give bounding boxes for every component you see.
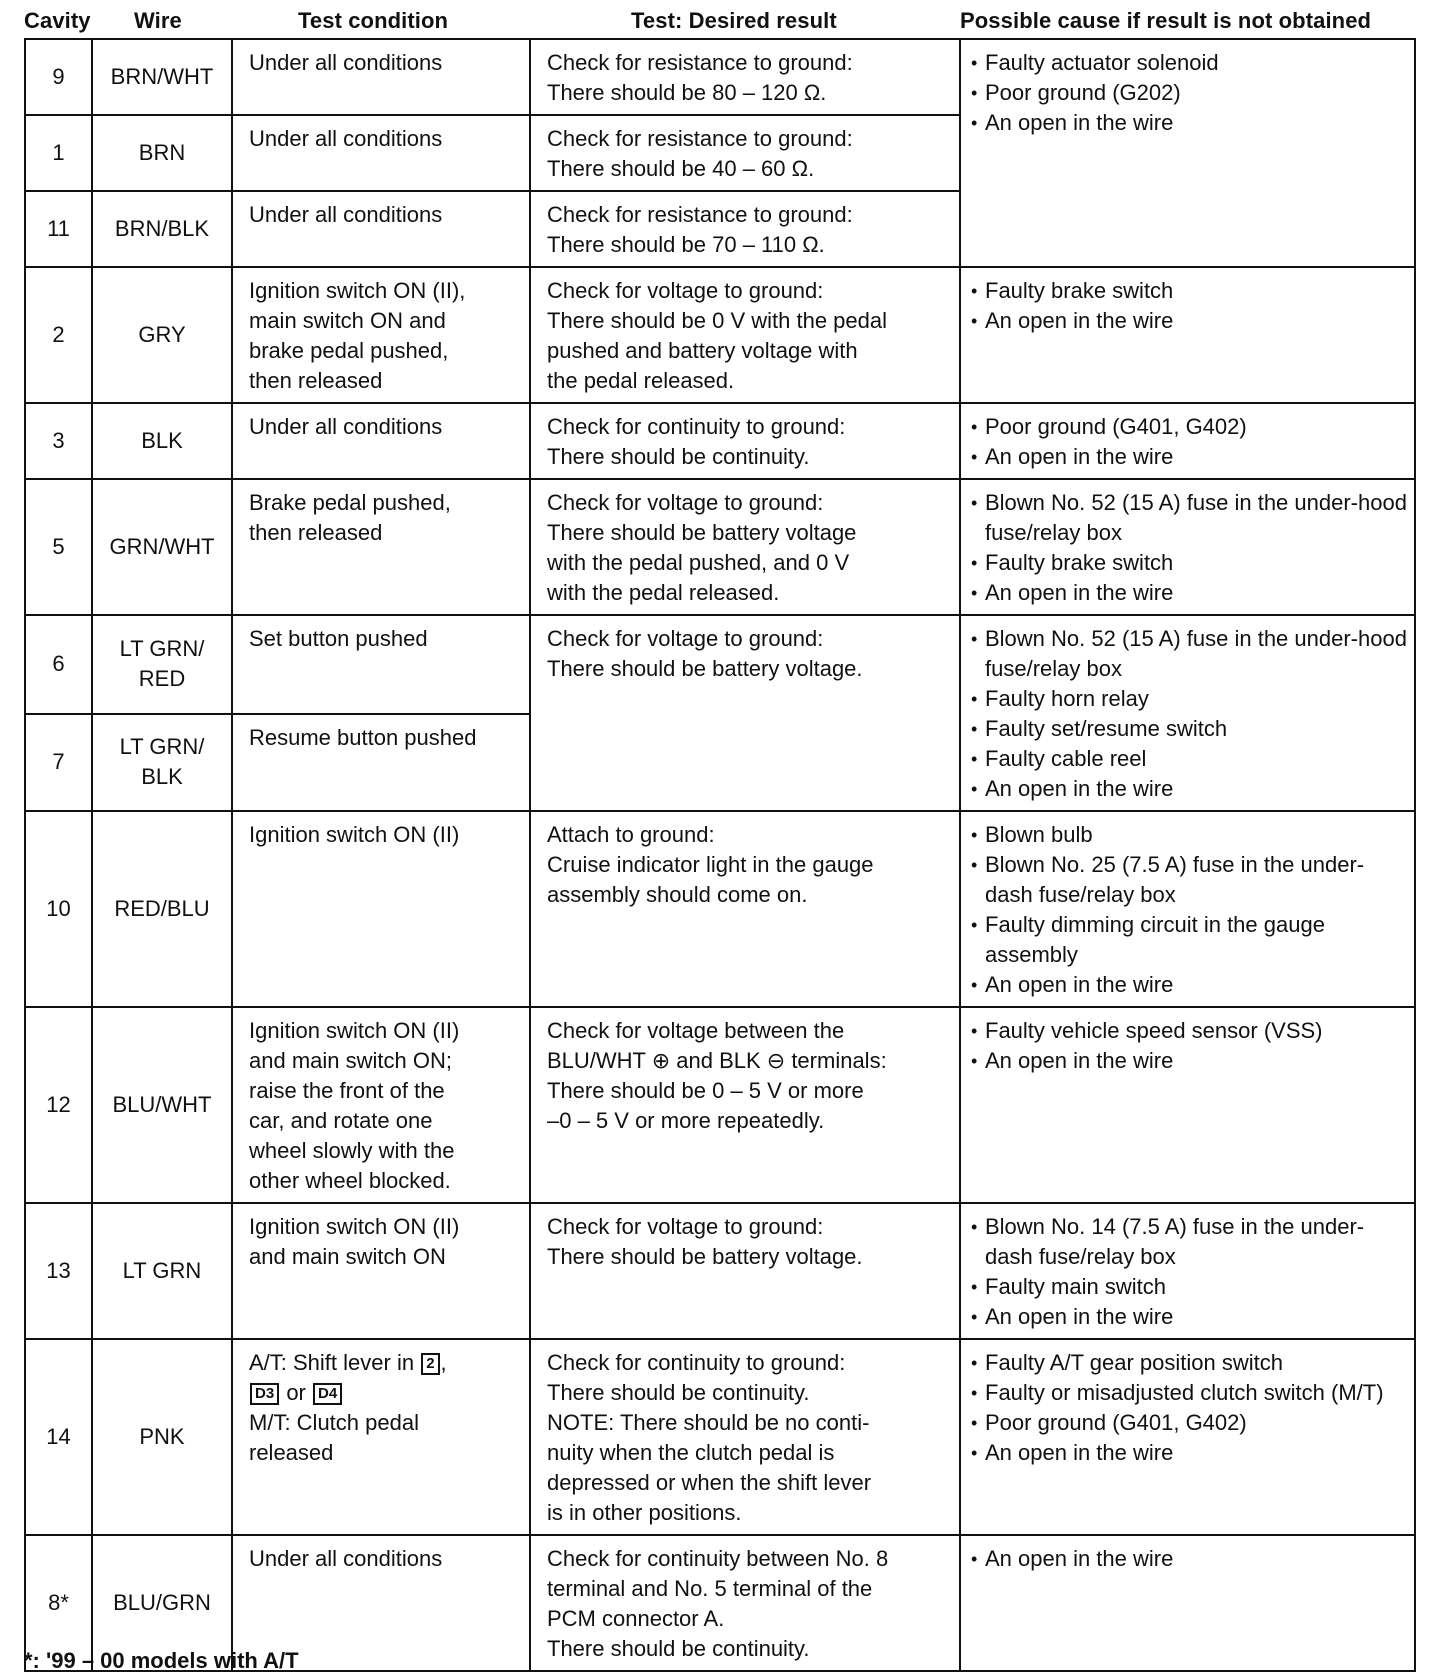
result-line: BLU/WHT ⊕ and BLK ⊖ terminals:: [547, 1048, 887, 1073]
cavity-cell: 9: [25, 39, 92, 115]
condition-line: Ignition switch ON (II): [249, 822, 460, 847]
result-line: There should be continuity.: [547, 1636, 810, 1661]
result-line: is in other positions.: [547, 1500, 742, 1525]
condition-line: Under all conditions: [249, 414, 443, 439]
cavity-cell: 3: [25, 403, 92, 479]
result-cell: [530, 1007, 960, 1203]
result-cell: [530, 1203, 960, 1339]
cause-cell: [960, 615, 1415, 811]
wire-cell: PNK: [92, 1339, 232, 1535]
gear-2-box: 2: [421, 1353, 439, 1375]
result-cell: [530, 39, 960, 115]
result-line: –0 – 5 V or more repeatedly.: [547, 1108, 825, 1133]
condition-cell: [232, 267, 530, 403]
condition-line: Ignition switch ON (II): [249, 1214, 460, 1239]
table-row: [25, 1203, 1415, 1339]
cause-cell: [960, 1203, 1415, 1339]
cause-item: • Faulty horn relay: [969, 684, 1408, 714]
cavity-cell: 13: [25, 1203, 92, 1339]
condition-line: main switch ON and: [249, 308, 446, 333]
cavity-cell: 8*: [25, 1535, 92, 1671]
cause-cell: [960, 479, 1415, 615]
result-cell: [530, 115, 960, 191]
wire-cell: GRN/WHT: [92, 479, 232, 615]
cause-item: • Poor ground (G401, G402): [969, 1408, 1408, 1438]
result-line: There should be 0 V with the pedal: [547, 308, 888, 333]
condition-line: [249, 1378, 517, 1408]
table-row: [25, 615, 1415, 714]
result-line: Check for voltage to ground:: [547, 1214, 824, 1239]
table-row: [25, 1339, 1415, 1535]
result-line: There should be battery voltage.: [547, 656, 863, 681]
condition-line: raise the front of the: [249, 1078, 445, 1103]
result-line: Check for voltage to ground:: [547, 490, 824, 515]
cause-item: • An open in the wire: [969, 306, 1408, 336]
cavity-cell: 12: [25, 1007, 92, 1203]
wire-cell: RED/BLU: [92, 811, 232, 1007]
condition-cell: [232, 714, 530, 812]
header-test-condition: Test condition: [298, 8, 449, 33]
result-line: Check for voltage to ground:: [547, 278, 824, 303]
result-cell: [530, 267, 960, 403]
result-line: Cruise indicator light in the gauge: [547, 852, 874, 877]
result-line: There should be continuity.: [547, 444, 810, 469]
wire-cell: [92, 714, 232, 812]
header-desired-result: Test: Desired result: [631, 8, 837, 33]
cause-item: • Blown No. 25 (7.5 A) fuse in the under-dash fuse/relay box: [969, 850, 1408, 910]
cause-list: [969, 412, 1408, 472]
cause-item: • Poor ground (G202): [969, 78, 1408, 108]
condition-line: Set button pushed: [249, 626, 428, 651]
result-cell: [530, 479, 960, 615]
cavity-cell: 2: [25, 267, 92, 403]
result-line: the pedal released.: [547, 368, 735, 393]
condition-cell: [232, 1339, 530, 1535]
result-line: pushed and battery voltage with: [547, 338, 858, 363]
result-line: There should be 70 – 110 Ω.: [547, 232, 825, 257]
result-line: Check for voltage to ground:: [547, 626, 824, 651]
result-line: Check for continuity to ground:: [547, 414, 846, 439]
wire-cell: BRN/BLK: [92, 191, 232, 267]
condition-line: Under all conditions: [249, 126, 443, 151]
condition-cell: [232, 39, 530, 115]
wire-line: LT GRN/: [119, 734, 205, 760]
result-line: Attach to ground:: [547, 822, 715, 847]
cause-cell: [960, 1339, 1415, 1535]
result-line: There should be battery voltage.: [547, 1244, 863, 1269]
result-line: Check for resistance to ground:: [547, 50, 853, 75]
header-possible-cause: Possible cause if result is not obtained: [960, 8, 1372, 33]
result-cell: [530, 191, 960, 267]
gear-d4-box: D4: [313, 1383, 342, 1405]
result-cell: [530, 403, 960, 479]
condition-cell: [232, 191, 530, 267]
condition-cell: [232, 479, 530, 615]
cause-item: • Faulty or misadjusted clutch switch (M/T): [969, 1378, 1408, 1408]
result-line: assembly should come on.: [547, 882, 808, 907]
table-row: [25, 479, 1415, 615]
result-line: NOTE: There should be no conti-: [547, 1410, 870, 1435]
result-cell: [530, 1535, 960, 1671]
condition-cell: [232, 1203, 530, 1339]
column-headers: [0, 0, 1440, 40]
condition-line: Brake pedal pushed,: [249, 490, 451, 515]
table-row: [25, 811, 1415, 1007]
cause-item: • Blown No. 52 (15 A) fuse in the under-hood fuse/relay box: [969, 488, 1408, 548]
cause-item: • Poor ground (G401, G402): [969, 412, 1408, 442]
cause-item: • Faulty main switch: [969, 1272, 1408, 1302]
cavity-cell: 14: [25, 1339, 92, 1535]
cause-item: • An open in the wire: [969, 1302, 1408, 1332]
at-shift-text: A/T: Shift lever in: [249, 1350, 415, 1375]
condition-line: brake pedal pushed,: [249, 338, 449, 363]
cause-cell: [960, 403, 1415, 479]
result-cell: [530, 615, 960, 811]
wire-cell: BRN/WHT: [92, 39, 232, 115]
result-line: PCM connector A.: [547, 1606, 725, 1631]
result-line: Check for resistance to ground:: [547, 202, 853, 227]
table-row: [25, 39, 1415, 115]
cause-cell: [960, 1007, 1415, 1203]
cause-item: • An open in the wire: [969, 442, 1408, 472]
result-line: terminal and No. 5 terminal of the: [547, 1576, 873, 1601]
table-row: [25, 267, 1415, 403]
condition-line: wheel slowly with the: [249, 1138, 455, 1163]
cause-item: • An open in the wire: [969, 108, 1408, 138]
condition-line: Under all conditions: [249, 50, 443, 75]
gear-d3-box: D3: [250, 1383, 279, 1405]
result-line: Check for continuity between No. 8: [547, 1546, 889, 1571]
condition-line: M/T: Clutch pedal: [249, 1410, 419, 1435]
condition-line: [249, 1348, 517, 1378]
condition-line: Ignition switch ON (II),: [249, 278, 466, 303]
condition-cell: [232, 403, 530, 479]
cause-list: [969, 48, 1408, 138]
table-row: [25, 403, 1415, 479]
cause-item: • An open in the wire: [969, 774, 1408, 804]
cause-list: [969, 276, 1408, 336]
wire-cell: BRN: [92, 115, 232, 191]
cause-item: • Faulty brake switch: [969, 548, 1408, 578]
cause-item: • Faulty set/resume switch: [969, 714, 1408, 744]
cause-item: • Faulty vehicle speed sensor (VSS): [969, 1016, 1408, 1046]
cause-item: • An open in the wire: [969, 578, 1408, 608]
cavity-cell: 7: [25, 714, 92, 812]
cause-cell: [960, 267, 1415, 403]
wire-line: LT GRN/: [119, 636, 205, 662]
cause-list: [969, 1212, 1408, 1332]
result-line: Check for resistance to ground:: [547, 126, 853, 151]
cavity-cell: 11: [25, 191, 92, 267]
cause-item: • Faulty dimming circuit in the gauge assembly: [969, 910, 1408, 970]
wire-cell: BLK: [92, 403, 232, 479]
cause-item: • An open in the wire: [969, 970, 1408, 1000]
condition-cell: [232, 811, 530, 1007]
cause-cell: [960, 1535, 1415, 1671]
cavity-cell: 1: [25, 115, 92, 191]
header-cavity: Cavity: [24, 8, 91, 33]
result-line: depressed or when the shift lever: [547, 1470, 872, 1495]
condition-line: Under all conditions: [249, 1546, 443, 1571]
cause-item: • Blown bulb: [969, 820, 1408, 850]
result-line: Check for voltage between the: [547, 1018, 845, 1043]
result-line: There should be 80 – 120 Ω.: [547, 80, 827, 105]
condition-line: other wheel blocked.: [249, 1168, 451, 1193]
result-line: with the pedal pushed, and 0 V: [547, 550, 850, 575]
cause-list: [969, 1544, 1408, 1574]
troubleshooting-table-container: [24, 38, 1414, 1672]
wire-cell: BLU/WHT: [92, 1007, 232, 1203]
condition-cell: [232, 1007, 530, 1203]
condition-line: Ignition switch ON (II): [249, 1018, 460, 1043]
cause-item: • An open in the wire: [969, 1046, 1408, 1076]
cause-list: [969, 488, 1408, 608]
condition-line: car, and rotate one: [249, 1108, 433, 1133]
result-line: There should be 40 – 60 Ω.: [547, 156, 815, 181]
result-line: There should be battery voltage: [547, 520, 857, 545]
result-line: There should be continuity.: [547, 1380, 810, 1405]
cause-item: • Faulty cable reel: [969, 744, 1408, 774]
cavity-cell: 5: [25, 479, 92, 615]
cavity-cell: 6: [25, 615, 92, 714]
condition-line: Under all conditions: [249, 202, 443, 227]
wire-cell: BLU/GRN: [92, 1535, 232, 1671]
header-wire: Wire: [134, 8, 182, 33]
footnote: *: '99 – 00 models with A/T: [24, 1648, 299, 1673]
condition-line: then released: [249, 520, 383, 545]
condition-line: and main switch ON: [249, 1244, 446, 1269]
result-line: with the pedal released.: [547, 580, 780, 605]
result-cell: [530, 1339, 960, 1535]
wire-line: RED: [138, 666, 186, 692]
condition-cell: [232, 115, 530, 191]
cause-item: • Faulty A/T gear position switch: [969, 1348, 1408, 1378]
condition-cell: [232, 615, 530, 714]
cause-cell: [960, 39, 1415, 267]
comma-text: ,: [440, 1350, 447, 1375]
wire-cell: [92, 615, 232, 714]
condition-line: Resume button pushed: [249, 724, 477, 750]
result-line: Check for continuity to ground:: [547, 1350, 846, 1375]
cavity-cell: 10: [25, 811, 92, 1007]
condition-line: then released: [249, 368, 383, 393]
table-row: [25, 1007, 1415, 1203]
cause-cell: [960, 811, 1415, 1007]
wire-cell: LT GRN: [92, 1203, 232, 1339]
condition-line: and main switch ON;: [249, 1048, 452, 1073]
cause-item: • Faulty brake switch: [969, 276, 1408, 306]
cause-list: [969, 624, 1408, 804]
result-cell: [530, 811, 960, 1007]
cause-item: • An open in the wire: [969, 1544, 1408, 1574]
cause-item: • An open in the wire: [969, 1438, 1408, 1468]
cause-item: • Blown No. 14 (7.5 A) fuse in the under-dash fuse/relay box: [969, 1212, 1408, 1272]
cause-item: • Blown No. 52 (15 A) fuse in the under-hood fuse/relay box: [969, 624, 1408, 684]
wire-line: BLK: [141, 764, 183, 790]
cause-item: • Faulty actuator solenoid: [969, 48, 1408, 78]
wire-cell: GRY: [92, 267, 232, 403]
condition-line: released: [249, 1440, 334, 1465]
cause-list: [969, 1016, 1408, 1076]
result-line: nuity when the clutch pedal is: [547, 1440, 835, 1465]
result-line: There should be 0 – 5 V or more: [547, 1078, 864, 1103]
or-text: or: [286, 1380, 306, 1405]
troubleshooting-table: [24, 38, 1416, 1672]
cause-list: [969, 1348, 1408, 1468]
cause-list: [969, 820, 1408, 1000]
